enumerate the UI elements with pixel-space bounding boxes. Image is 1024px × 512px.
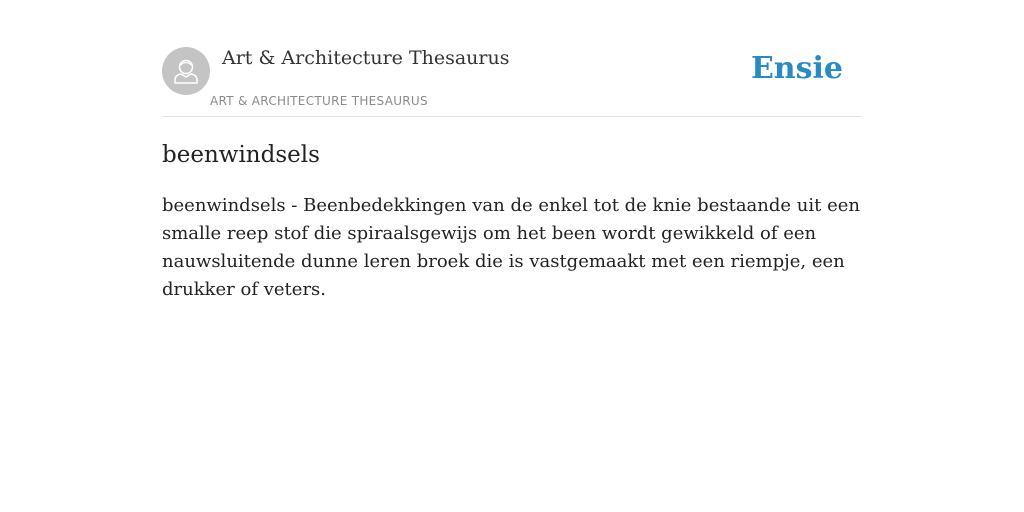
brand-logo[interactable]: Ensie xyxy=(750,51,843,86)
avatar[interactable] xyxy=(162,47,210,95)
entry-term: beenwindsels xyxy=(162,142,320,168)
page-container xyxy=(162,0,862,300)
header xyxy=(162,0,862,117)
source-subtitle: ART & ARCHITECTURE THESAURUS xyxy=(210,94,428,108)
entry-definition: beenwindsels - Beenbedekkingen van de enkel tot de knie bestaande uit een smalle reep stof die spiraalsgewijs om het been wordt gewikkeld of een nauwsluitende dunne leren broek die is vastgemaakt met een riempje, een drukker of veters. xyxy=(162,195,860,300)
source-title[interactable]: Art & Architecture Thesaurus xyxy=(222,47,510,69)
user-outline-icon xyxy=(162,47,210,95)
